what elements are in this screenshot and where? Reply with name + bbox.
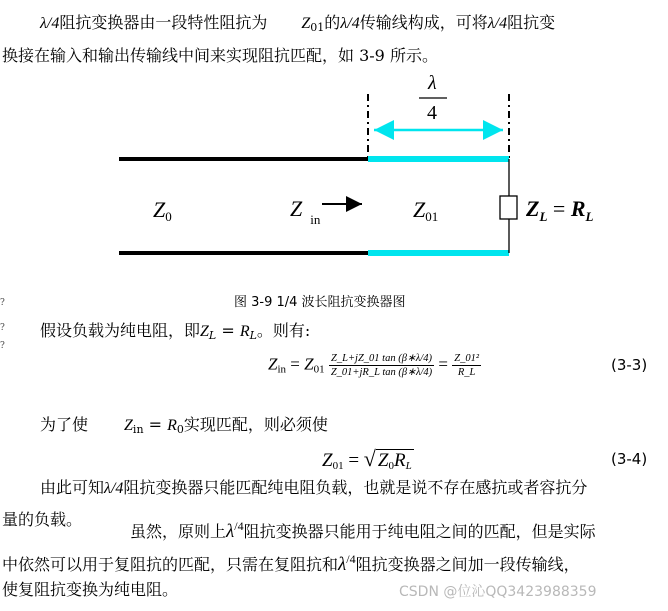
text-fragment: 传输线构成，可将 <box>359 13 488 32</box>
load-label: $Z_L = R_L$ <box>526 196 594 224</box>
watermark: CSDN @位沁QQ3423988359 <box>399 584 597 600</box>
lambda-quarter: λ/4 <box>340 15 360 32</box>
z0-label: Z0 <box>153 197 172 224</box>
equation-3-4: $Z_{01}$ = √ $Z_0R_L$ <box>322 446 412 472</box>
lambda-quarter: λ/4 <box>487 15 508 32</box>
paragraph-4-line-2: 量的负载。 <box>2 510 83 529</box>
margin-mark: ? <box>0 341 5 351</box>
figure-caption: 图 3-9 1/4 波长阻抗变换器图 <box>234 295 406 310</box>
paragraph-5-line-1: 虽然，原则上$\lambda^{/4}$阻抗变换器只能用于纯电阻之间的匹配，但是实际 <box>130 519 596 542</box>
paragraph-5-line-3: 使复阻抗变换为纯电阻。 <box>2 580 179 599</box>
equation-rhs-fraction: $\frac{\text{Z\_01²}}{R\_L}$ <box>454 353 479 378</box>
text-fragment: 阻抗变 <box>507 13 556 32</box>
load-resistor-icon <box>500 196 517 219</box>
equation-number-3-4: (3-4) <box>611 450 648 468</box>
margin-mark: ? <box>0 323 5 333</box>
paragraph-5-line-2: 中依然可以用于复阻抗的匹配，只需在复阻抗和$\lambda^{/4}$阻抗变换器之间加一段传输线， <box>2 552 580 575</box>
lambda-denominator: 4 <box>427 102 437 124</box>
paragraph-3: 为了使 $Z_{in} = R_0$实现匹配，则必须使 <box>40 415 328 436</box>
text-fragment: 的 <box>324 13 341 32</box>
z01-symbol: Z <box>301 15 311 32</box>
paragraph-2: 假设负载为纯电阻，即$Z_L = R_L$。则有: <box>40 321 311 342</box>
paragraph-4-line-1: 由此可知λ/4阻抗变换器只能匹配纯电阻负载，也就是说不存在感抗或者容抗分 <box>40 478 588 497</box>
lambda-numerator: λ <box>428 72 437 94</box>
paragraph-1-line-2: 换接在输入和输出传输线中间来实现阻抗匹配，如 3-9 所示。 <box>2 46 438 65</box>
lambda-quarter: λ/4 <box>40 15 60 32</box>
zin-label: Z $_{in}$ <box>290 196 321 227</box>
equation-number-3-3: (3-3) <box>611 356 648 374</box>
equation-3-3: $Z_{in} = Z_{01}$ $\frac{Z\_L+jZ\_01 \tan (\beta∗\lambda/4)}{\text{Z\_01+jR\_L tan (β∗λ/4)}}$ = $\frac{\text{Z\_01²}}{R\_L}$ <box>268 353 479 378</box>
text-fragment: 阻抗变换器由一段特性阻抗为 <box>59 13 268 32</box>
z01-label: Z01 <box>413 197 439 224</box>
z01-subscript: 01 <box>310 21 325 34</box>
margin-mark: ? <box>0 298 5 308</box>
equation-fraction: $\frac{Z\_L+jZ\_01 \tan (\beta∗\lambda/4)}{\text{Z\_01+jR\_L tan (β∗λ/4)}}$ <box>330 353 433 378</box>
